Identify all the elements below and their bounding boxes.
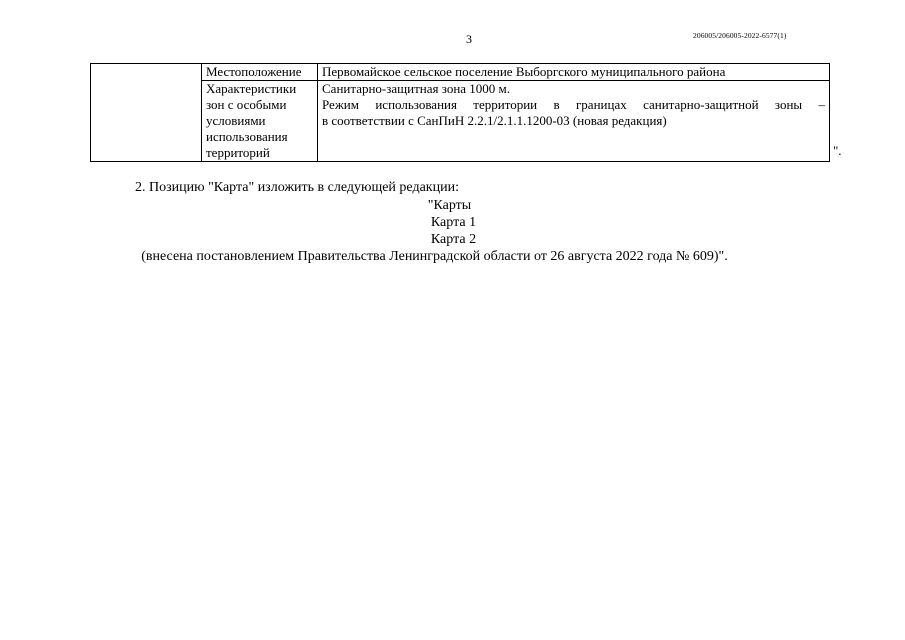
table-label-cell: Характеристики зон с особыми условиями использования территорий: [202, 81, 318, 162]
table-empty-cell: [91, 64, 202, 162]
map-1-title: Карта 1: [430, 215, 477, 230]
table-value-cell: [318, 81, 830, 162]
maps-heading: "Карты: [427, 198, 472, 213]
table-closing-mark: ".: [833, 143, 842, 158]
table-value-cell: [318, 64, 830, 81]
document-id: 206005/206005-2022-6577(1): [693, 31, 787, 40]
amendment-table: [90, 63, 830, 162]
amendment-note: (внесена постановлением Правительства Ленинградской области от 26 августа 2022 года № 609)".: [141, 249, 728, 264]
table-row: [91, 81, 830, 162]
page-number: 3: [466, 32, 472, 46]
zone-regulation-value: в соответствии с СанПиН 2.2.1/2.1.1.1200-03 (новая редакция): [322, 113, 667, 128]
table-label-cell: Местоположение: [202, 64, 318, 81]
table-row: [91, 64, 830, 81]
amendment-paragraph: 2. Позицию "Карта" изложить в следующей редакции:: [135, 180, 459, 195]
zone-regime-value: Режим использования территории в границах санитарно-защитной зоны –: [322, 97, 825, 112]
map-2-title: Карта 2: [430, 232, 477, 247]
zone-size-value: Санитарно-защитная зона 1000 м.: [322, 81, 511, 96]
location-value: Первомайское сельское поселение Выборгского муниципального района: [322, 64, 726, 79]
